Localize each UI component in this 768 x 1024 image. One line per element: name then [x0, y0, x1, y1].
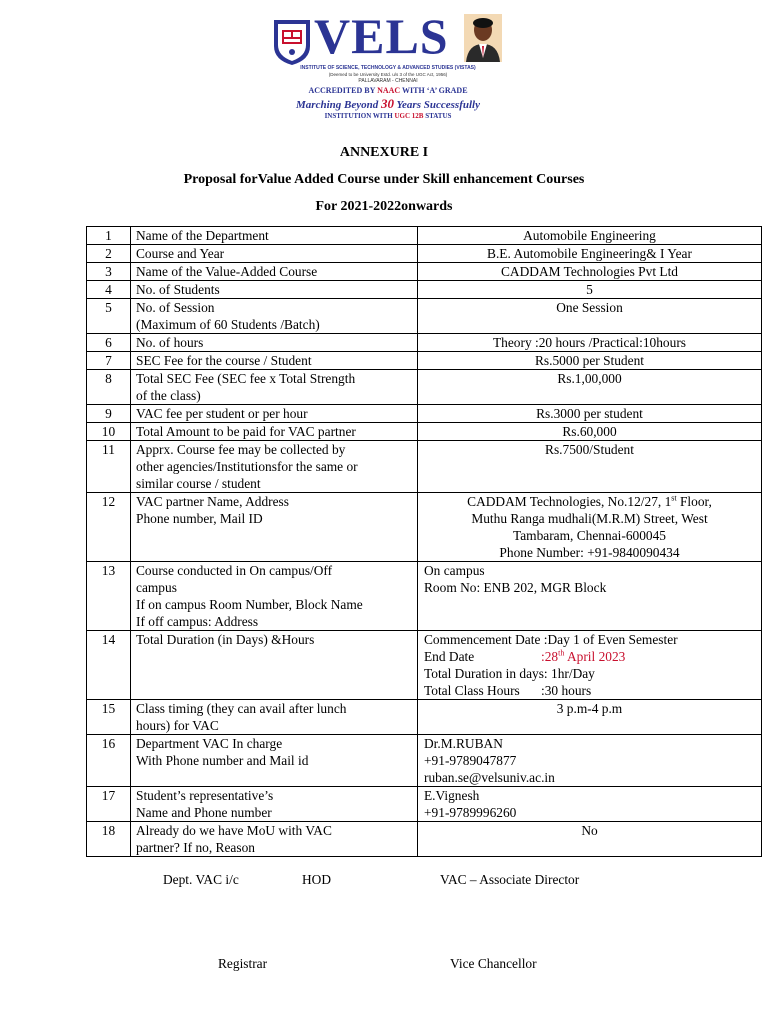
- row-label: [131, 352, 418, 370]
- row-number: 16: [87, 735, 131, 787]
- row-value-line: Phone Number: +91-9840090434: [499, 545, 680, 560]
- table-row: [87, 423, 762, 441]
- row-label-line: With Phone number and Mail id: [136, 753, 309, 768]
- signature-registrar: Registrar: [218, 956, 268, 971]
- table-row: [87, 299, 762, 334]
- row-number: 8: [87, 370, 131, 405]
- row-value: [418, 370, 762, 405]
- annexure-title: ANNEXURE I: [339, 145, 429, 160]
- table-row: [87, 700, 762, 735]
- row-value: [418, 493, 762, 562]
- institute-full-name: INSTITUTE OF SCIENCE, TECHNOLOGY & ADVANCED STUDIES (VISTAS): [300, 65, 476, 71]
- accreditation-line: [268, 86, 508, 96]
- row-label-line: Apprx. Course fee may be collected by: [136, 442, 346, 457]
- row-value-line: Rs.7500/Student: [545, 442, 634, 457]
- signature-hod: HOD: [302, 872, 332, 887]
- marching-slogan: [268, 97, 508, 112]
- row-label: [131, 700, 418, 735]
- table-row: [87, 631, 762, 700]
- row-value-line: Rs.3000 per student: [536, 406, 643, 421]
- row-label-line: of the class): [136, 388, 201, 403]
- row-value: [418, 227, 762, 245]
- row-label-line: partner? If no, Reason: [136, 840, 255, 855]
- row-number: 13: [87, 562, 131, 631]
- row-label: [131, 405, 418, 423]
- table-row: [87, 441, 762, 493]
- row-value: [418, 423, 762, 441]
- accreditation-prefix: ACCREDITED BY: [308, 86, 378, 95]
- row-label: [131, 423, 418, 441]
- total-class-hours-label: Total Class Hours: [424, 683, 520, 698]
- row-label-line: Class timing (they can avail after lunch: [136, 701, 347, 716]
- marching-prefix: Marching Beyond: [296, 99, 381, 111]
- row-label-line: similar course / student: [136, 476, 261, 491]
- row-label-line: Name of the Value-Added Course: [136, 264, 318, 279]
- row-number: 7: [87, 352, 131, 370]
- row-value-line: B.E. Automobile Engineering& I Year: [487, 246, 692, 261]
- university-seal-icon: [270, 16, 314, 66]
- row-label: [131, 735, 418, 787]
- total-class-hours: [424, 682, 755, 699]
- row-number: 18: [87, 822, 131, 857]
- total-class-hours-value: :30 hours: [541, 683, 592, 698]
- row-label: [131, 631, 418, 700]
- row-value-line: No: [581, 823, 598, 838]
- row-label-line: Course conducted in On campus/Off: [136, 563, 333, 578]
- row-value-line: Automobile Engineering: [523, 228, 656, 243]
- row-value-line: Dr.M.RUBAN: [424, 736, 503, 751]
- table-row: [87, 735, 762, 787]
- row-number: 3: [87, 263, 131, 281]
- deemed-university-line: (Deemed to be University Estd. u/s 3 of the UGC Act, 1956): [328, 72, 448, 77]
- row-label-line: No. of Session: [136, 300, 215, 315]
- row-number: 10: [87, 423, 131, 441]
- row-label: [131, 334, 418, 352]
- row-label-line: Total SEC Fee (SEC fee x Total Strength: [136, 371, 356, 386]
- row-value: [418, 263, 762, 281]
- row-label-line: (Maximum of 60 Students /Batch): [136, 317, 320, 332]
- institute-location: PALLAVARAM - CHENNAI: [358, 78, 418, 84]
- row-label-line: Total Duration (in Days) &Hours: [136, 632, 315, 647]
- row-number: 17: [87, 787, 131, 822]
- table-row: [87, 334, 762, 352]
- row-value-line: Rs.1,00,000: [557, 371, 622, 386]
- row-value-line: 3 p.m-4 p.m: [556, 701, 623, 716]
- table-body: [87, 227, 762, 857]
- row-label: [131, 299, 418, 334]
- row-label: [131, 370, 418, 405]
- academic-year-title: For 2021-2022onwards: [315, 199, 453, 214]
- row-value: [418, 822, 762, 857]
- row-label-line: Total Amount to be paid for VAC partner: [136, 424, 356, 439]
- row-value: [418, 700, 762, 735]
- row-label-line: If off campus: Address: [136, 614, 259, 629]
- signature-dept-vac: Dept. VAC i/c: [163, 872, 239, 887]
- row-label-line: VAC fee per student or per hour: [136, 406, 308, 421]
- end-date-month-year: April 2023: [564, 649, 626, 664]
- row-label-line: VAC partner Name, Address: [136, 494, 289, 509]
- row-label-line: campus: [136, 580, 177, 595]
- institution-logo: [268, 8, 508, 126]
- row-value-line: Rs.5000 per Student: [535, 353, 644, 368]
- row-value: [418, 405, 762, 423]
- row-number: 1: [87, 227, 131, 245]
- end-date: [424, 648, 755, 665]
- row-label-line: other agencies/Institutionsfor the same or: [136, 459, 358, 474]
- row-value: [418, 245, 762, 263]
- table-row: [87, 405, 762, 423]
- proposal-details-table: [86, 226, 762, 857]
- row-value: [418, 281, 762, 299]
- table-row: [87, 787, 762, 822]
- row-number: 12: [87, 493, 131, 562]
- brand-name: VELS: [314, 8, 449, 64]
- table-row: [87, 263, 762, 281]
- table-row: [87, 370, 762, 405]
- commencement-date: Commencement Date :Day 1 of Even Semester: [424, 632, 678, 647]
- row-number: 6: [87, 334, 131, 352]
- row-label: [131, 493, 418, 562]
- row-value-line: One Session: [556, 300, 623, 315]
- table-row: [87, 562, 762, 631]
- table-row: [87, 822, 762, 857]
- address-line-1: CADDAM Technologies, No.12/27, 1: [467, 494, 672, 509]
- ugc-12b-label: UGC 12B: [394, 112, 424, 120]
- naac-label: NAAC: [377, 86, 401, 95]
- row-label-line: If on campus Room Number, Block Name: [136, 597, 363, 612]
- row-value: [418, 334, 762, 352]
- row-label-line: No. of Students: [136, 282, 220, 297]
- row-value-line: Tambaram, Chennai-600045: [512, 528, 666, 543]
- row-label-line: No. of hours: [136, 335, 204, 350]
- row-number: 14: [87, 631, 131, 700]
- row-value: [418, 562, 762, 631]
- table-row: [87, 352, 762, 370]
- row-label: [131, 227, 418, 245]
- row-value: [418, 441, 762, 493]
- row-label: [131, 562, 418, 631]
- ugc-suffix: STATUS: [423, 112, 452, 120]
- row-value-line: Muthu Ranga mudhali(M.R.M) Street, West: [471, 511, 708, 526]
- row-label-line: hours) for VAC: [136, 718, 219, 733]
- row-label: [131, 787, 418, 822]
- row-value-line: E.Vignesh: [424, 788, 480, 803]
- end-date-value: [541, 649, 625, 664]
- row-number: 15: [87, 700, 131, 735]
- row-value: [418, 299, 762, 334]
- row-value-line: +91-9789047877: [424, 753, 517, 768]
- row-number: 9: [87, 405, 131, 423]
- signature-vice-chancellor: Vice Chancellor: [450, 956, 537, 971]
- ugc-status-line: [268, 112, 508, 121]
- end-date-day: :28: [541, 649, 559, 664]
- proposal-title: Proposal forValue Added Course under Skill enhancement Courses: [183, 172, 585, 187]
- ordinal-suffix: th: [558, 648, 565, 658]
- row-value-line: ruban.se@velsuniv.ac.in: [424, 770, 555, 785]
- row-value-line: Rs.60,000: [562, 424, 617, 439]
- row-number: 5: [87, 299, 131, 334]
- total-duration-days: Total Duration in days: 1hr/Day: [424, 666, 595, 681]
- row-label: [131, 245, 418, 263]
- address-line-1-end: Floor,: [676, 494, 712, 509]
- row-number: 2: [87, 245, 131, 263]
- row-label: [131, 281, 418, 299]
- end-date-label: End Date: [424, 649, 475, 664]
- table-row: [87, 493, 762, 562]
- row-label-line: Department VAC In charge: [136, 736, 283, 751]
- row-value-line: Room No: ENB 202, MGR Block: [424, 580, 607, 595]
- row-label-line: Name of the Department: [136, 228, 269, 243]
- row-value-line: 5: [586, 282, 593, 297]
- table-row: [87, 245, 762, 263]
- row-value: [418, 787, 762, 822]
- row-label-line: Student’s representative’s: [136, 788, 274, 803]
- row-value: [418, 352, 762, 370]
- table-row: [87, 227, 762, 245]
- row-value-line: [424, 493, 755, 510]
- row-value-line: On campus: [424, 563, 485, 578]
- founder-portrait-icon: [464, 14, 502, 62]
- row-value-line: CADDAM Technologies Pvt Ltd: [501, 264, 678, 279]
- row-label: [131, 263, 418, 281]
- table-row: [87, 281, 762, 299]
- row-label: [131, 441, 418, 493]
- row-label-line: Name and Phone number: [136, 805, 272, 820]
- row-label-line: Already do we have MoU with VAC: [136, 823, 332, 838]
- marching-suffix: Years Successfully: [394, 99, 480, 111]
- ugc-prefix: INSTITUTION WITH: [324, 112, 395, 120]
- row-label-line: Course and Year: [136, 246, 225, 261]
- row-label-line: SEC Fee for the course / Student: [136, 353, 312, 368]
- marching-number: 30: [381, 96, 394, 111]
- accreditation-suffix: WITH ‘A’ GRADE: [400, 86, 468, 95]
- row-value-line: Theory :20 hours /Practical:10hours: [492, 335, 686, 350]
- row-number: 4: [87, 281, 131, 299]
- row-number: 11: [87, 441, 131, 493]
- ordinal-suffix: st: [671, 493, 677, 503]
- signature-vac-associate-director: VAC – Associate Director: [440, 872, 580, 887]
- row-value: [418, 735, 762, 787]
- row-value: [418, 631, 762, 700]
- row-value-line: +91-9789996260: [424, 805, 517, 820]
- row-label-line: Phone number, Mail ID: [136, 511, 263, 526]
- row-label: [131, 822, 418, 857]
